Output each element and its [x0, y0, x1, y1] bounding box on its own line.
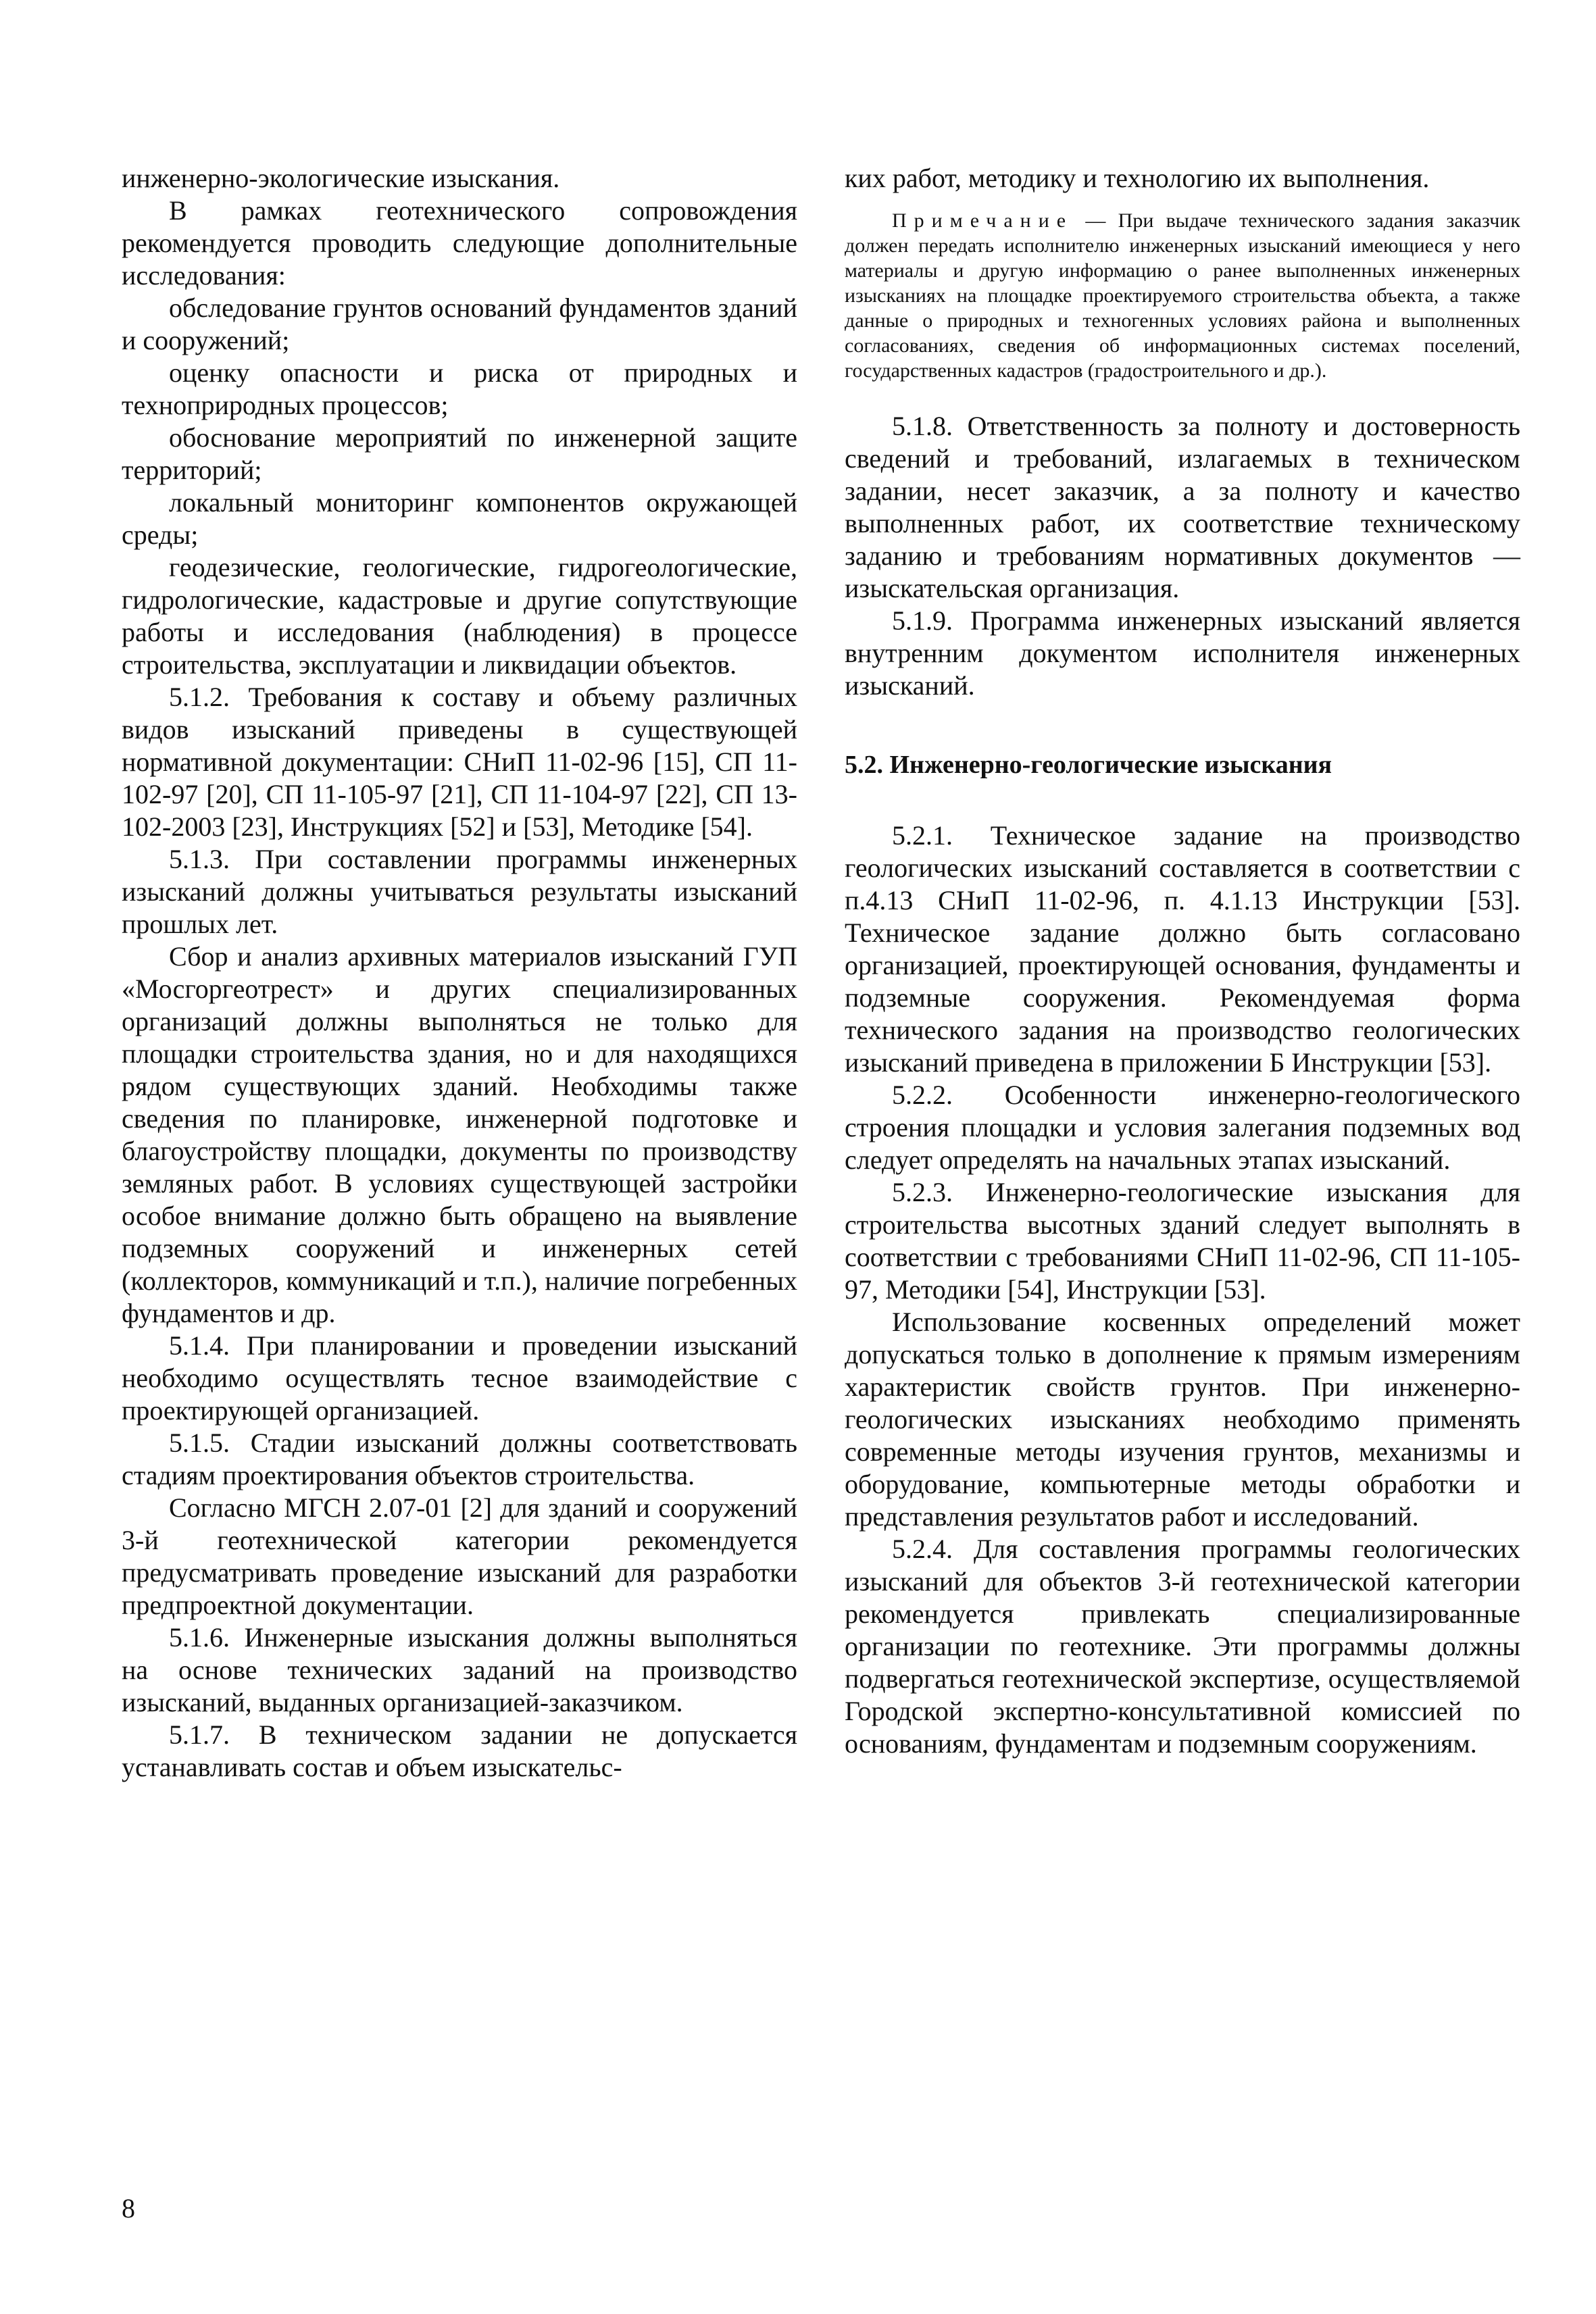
- paragraph: Сбор и анализ архивных материалов изысканий ГУП «Мосгоргеотрест» и других специализированных организаций должны выполняться не только для площадки строительства здания, но и для находящихся рядом существующих зданий. Необходимы также сведения по планировке, инженерной подготовке и благоустройству площадки, документы по производству земляных работ. В условиях существующей застройки особое внимание должно быть обращено на выявление подземных сооружений и инженерных сетей (коллекторов, коммуникаций и т.п.), наличие погребенных фундаментов и др.: [122, 941, 797, 1328]
- paragraph: 5.2.1. Техническое задание на производство геологических изысканий составляется в соответствии с п.4.13 СНиП 11-02-96, п. 4.1.13 Инструкции [53]. Техническое задание должно быть согласовано организацией, проектирующей основания, фундаменты и подземные сооружения. Рекомендуемая форма технического задания на производство геологических изысканий приведена в приложении Б Инструкции [53].: [845, 820, 1520, 1078]
- paragraph: Согласно МГСН 2.07-01 [2] для зданий и сооружений 3-й геотехнической категории рекомендуется предусматривать проведение изысканий для разработки предпроектной документации.: [122, 1492, 797, 1620]
- list-item: локальный мониторинг компонентов окружающей среды;: [122, 487, 797, 550]
- paragraph: 5.1.9. Программа инженерных изысканий является внутренним документом исполнителя инженерных изысканий.: [845, 605, 1520, 701]
- section-heading: 5.2. Инженерно-геологические изыскания: [845, 751, 1332, 779]
- paragraph: В рамках геотехнического сопровождения рекомендуется проводить следующие дополнительные исследования:: [122, 195, 797, 291]
- paragraph: 5.2.3. Инженерно-геологические изыскания для строительства высотных зданий следует выполнять в соответствии с требованиями СНиП 11-02-96, СП 11-105-97, Методики [54], Инструкции [53].: [845, 1177, 1520, 1305]
- list-item: геодезические, геологические, гидрогеологические, гидрологические, кадастровые и другие сопутствующие работы и исследования (наблюдения) в процессе строительства, эксплуатации и ликвидации объектов.: [122, 552, 797, 680]
- note-text: — При выдаче технического задания заказчик должен передать исполнителю инженерных изысканий имеющиеся у него материалы и другую информацию о ранее выполненных инженерных изысканиях на площадке проектируемого строительства объекта, а также данные о природных и техногенных условиях района и выполненных согласованиях, сведения об информационных системах поселений, государственных кадастров (градостроительного и др.).: [845, 209, 1520, 382]
- paragraph: 5.2.2. Особенности инженерно-геологического строения площадки и условия залегания подземных вод следует определять на начальных этапах изысканий.: [845, 1080, 1520, 1175]
- paragraph-continuation: ких работ, методику и технологию их выполнения.: [845, 163, 1430, 193]
- paragraph: 5.1.8. Ответственность за полноту и достоверность сведений и требований, излагаемых в техническом задании, несет заказчик, а за полноту и качество выполненных работ, их соответствие техническому заданию и требованиям нормативных документов — изыскательская организация.: [845, 411, 1520, 603]
- paragraph: 5.1.3. При составлении программы инженерных изысканий должны учитываться результаты изысканий прошлых лет.: [122, 844, 797, 939]
- list-item: обследование грунтов оснований фундаментов зданий и сооружений;: [122, 293, 797, 355]
- page-number: 8: [122, 2193, 135, 2223]
- paragraph: Использование косвенных определений может допускаться только в дополнение к прямым измерениям характеристик свойств грунтов. При инженерно-геологических изысканиях необходимо применять современные методы изучения грунтов, механизмы и оборудование, компьютерные методы обработки и представления результатов работ и исследований.: [845, 1307, 1520, 1532]
- paragraph: 5.1.5. Стадии изысканий должны соответствовать стадиям проектирования объектов строительства.: [122, 1428, 797, 1490]
- paragraph: 5.1.7. В техническом задании не допускается устанавливать состав и объем изыскательс-: [122, 1719, 797, 1782]
- paragraph: 5.1.2. Требования к составу и объему различных видов изысканий приведены в существующей нормативной документации: СНиП 11-02-96 [15], СП 11-102-97 [20], СП 11-105-97 [21], СП 11-104-97 [22], СП 13-102-2003 [23], Инструкциях [52] и [53], Методике [54].: [122, 682, 797, 842]
- note: [845, 208, 1520, 383]
- note-label: Примечание: [892, 209, 1074, 232]
- list-item: оценку опасности и риска от природных и техноприродных процессов;: [122, 357, 797, 420]
- list-item: обоснование мероприятий по инженерной защите территорий;: [122, 422, 797, 485]
- right-column: [845, 162, 1520, 1760]
- paragraph: 5.2.4. Для составления программы геологических изысканий для объектов 3-й геотехнической категории рекомендуется привлекать специализированные организации по геотехнике. Эти программы должны подвергаться геотехнической экспертизе, осуществляемой Городской экспертно-консультативной комиссией по основаниям, фундаментам и подземным сооружениям.: [845, 1534, 1520, 1759]
- paragraph: 5.1.4. При планировании и проведении изысканий необходимо осуществлять тесное взаимодействие с проектирующей организацией.: [122, 1330, 797, 1426]
- left-column: [122, 162, 797, 1784]
- paragraph: 5.1.6. Инженерные изыскания должны выполняться на основе технических заданий на производство изысканий, выданных организацией-заказчиком.: [122, 1622, 797, 1717]
- paragraph: инженерно-экологические изыскания.: [122, 163, 560, 193]
